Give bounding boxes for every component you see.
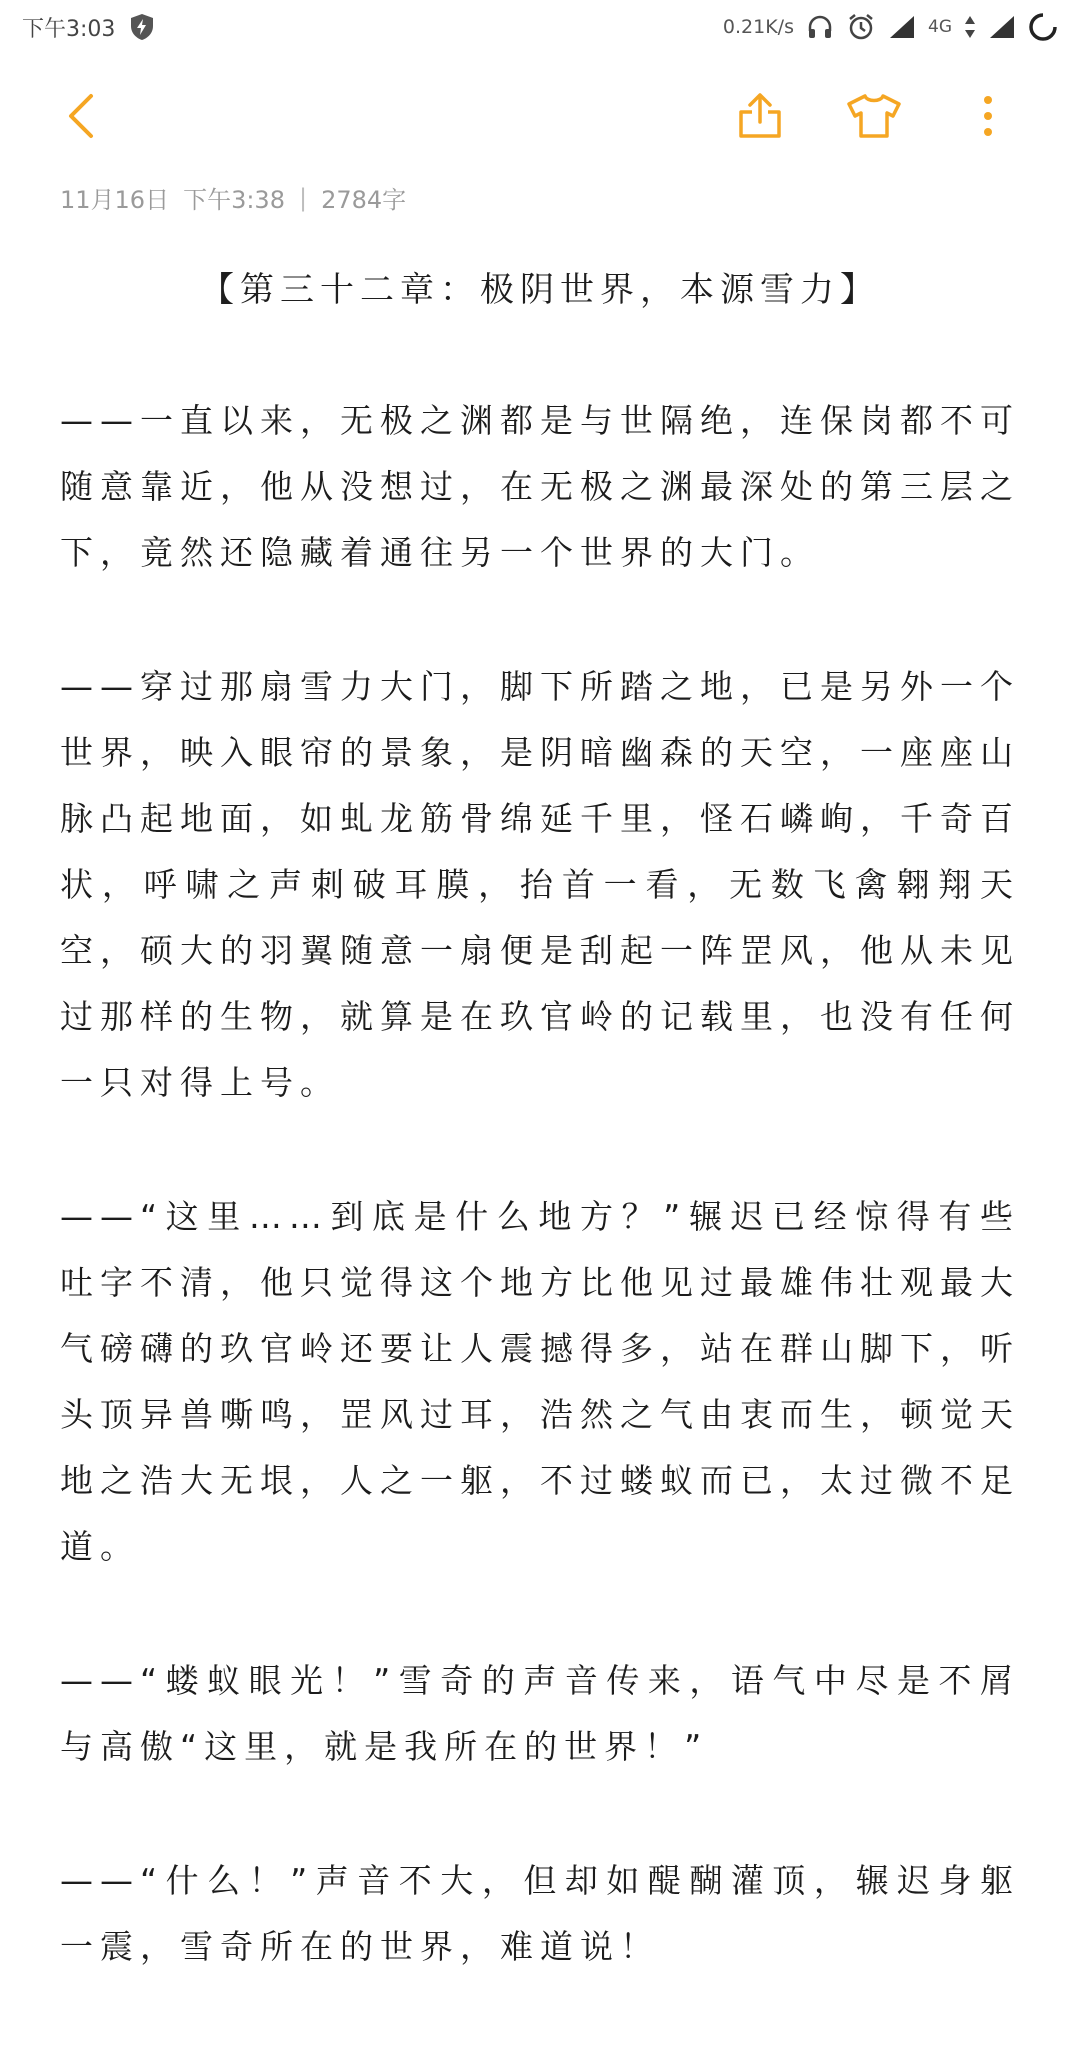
loading-icon bbox=[1028, 12, 1058, 42]
share-icon bbox=[737, 92, 783, 144]
signal-icon bbox=[888, 14, 916, 40]
network-type: 4G bbox=[928, 17, 952, 37]
status-right bbox=[723, 12, 1058, 42]
back-button[interactable] bbox=[58, 92, 102, 144]
note-meta bbox=[60, 180, 406, 215]
net-speed: 0.21K/s bbox=[722, 16, 794, 38]
paragraph-4[interactable]: ——“蝼蚁眼光！”雪奇的声音传来，语气中尽是不屑与高傲“这里，就是我所在的世界！” bbox=[60, 1661, 1020, 1766]
chapter-title[interactable]: 【第三十二章：极阴世界，本源雪力】 bbox=[200, 270, 880, 310]
share-button[interactable] bbox=[732, 90, 788, 146]
signal-icon-2 bbox=[988, 14, 1016, 40]
tshirt-icon bbox=[845, 93, 903, 143]
paragraph-2[interactable]: ——穿过那扇雪力大门，脚下所踏之地，已是另外一个世界，映入眼帘的景象，是阴暗幽森的天空，一座座山脉凸起地面，如虬龙筋骨绵延千里，怪石嶙峋，千奇百状，呼啸之声刺破耳膜，抬首一看，无数飞禽翱翔天空，硕大的羽翼随意一扇便是刮起一阵罡风，他从未见过那样的生物，就算是在玖官岭的记载里，也没有任何一只对得上号。 bbox=[60, 667, 1020, 1102]
toolbar bbox=[0, 86, 1080, 150]
status-time: 下午3:03 bbox=[22, 16, 116, 42]
word-count: 2784字 bbox=[321, 186, 407, 214]
status-left bbox=[22, 12, 155, 43]
note-body[interactable] bbox=[60, 388, 1020, 2048]
theme-button[interactable] bbox=[842, 90, 906, 146]
status-bar bbox=[0, 0, 1080, 54]
note-date: 11月16日 bbox=[60, 186, 170, 214]
alarm-icon bbox=[846, 12, 876, 42]
data-arrows-icon bbox=[964, 14, 976, 40]
more-vertical-icon bbox=[982, 94, 994, 142]
paragraph-1[interactable]: ——一直以来，无极之渊都是与世隔绝，连保岗都不可随意靠近，他从没想过，在无极之渊最深处的第三层之下，竟然还隐藏着通往另一个世界的大门。 bbox=[60, 401, 1020, 572]
more-button[interactable] bbox=[972, 90, 1004, 146]
chevron-left-icon bbox=[65, 93, 95, 143]
note-time: 下午3:38 bbox=[183, 186, 285, 214]
paragraph-5[interactable]: ——“什么！”声音不大，但却如醍醐灌顶，辗迟身躯一震，雪奇所在的世界，难道说！ bbox=[60, 1861, 1020, 1966]
shield-lightning-icon bbox=[129, 13, 155, 41]
paragraph-3[interactable]: ——“这里……到底是什么地方？”辗迟已经惊得有些吐字不清，他只觉得这个地方比他见过最雄伟壮观最大气磅礴的玖官岭还要让人震撼得多，站在群山脚下，听头顶异兽嘶鸣，罡风过耳，浩然之气由衷而生，顿觉天地之浩大无垠，人之一躯，不过蝼蚁而已，太过微不足道。 bbox=[60, 1197, 1020, 1566]
headphones-icon bbox=[806, 13, 834, 41]
meta-separator: | bbox=[298, 183, 308, 212]
